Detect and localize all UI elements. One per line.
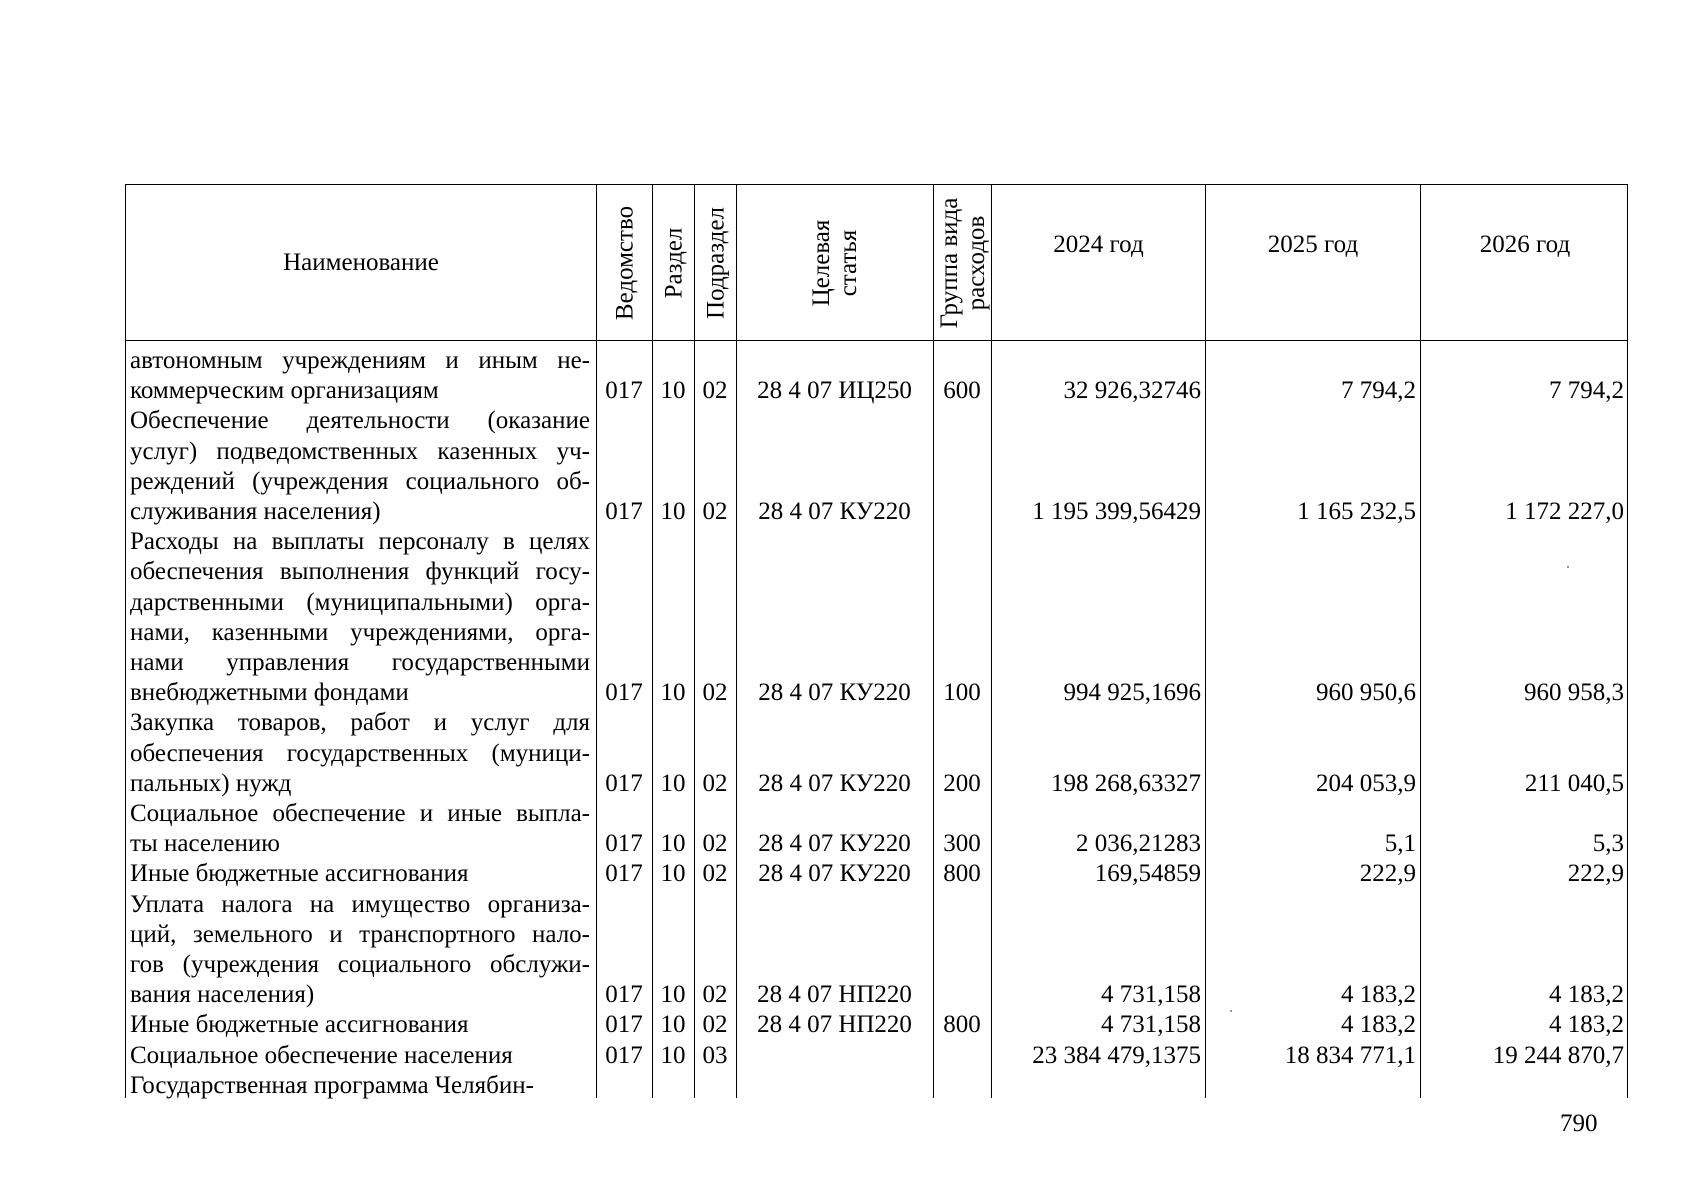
- row-name: Закупка товаров, работ и услуг для обеспечения государственных (муници- пальных) нужд: [130, 709, 590, 797]
- row-expense-group: 200: [943, 769, 981, 797]
- row-expense-group: 800: [943, 860, 981, 888]
- row-value-2026: 7 794,2: [1549, 377, 1624, 405]
- row-expense-group: [933, 1041, 991, 1071]
- row-subsection: [694, 1071, 736, 1101]
- table-row: [125, 890, 1628, 1011]
- row-value-2026: 1 172 227,0: [1505, 498, 1624, 525]
- row-expense-group: [933, 890, 991, 1011]
- row-expense-group: 300: [943, 830, 981, 858]
- row-department: 017: [605, 498, 643, 525]
- row-name: автономным учреждениям и иным не- коммерческим организациям: [130, 347, 590, 405]
- header-year-2024: 2024 год: [992, 185, 1206, 340]
- row-department: 017: [605, 1041, 643, 1069]
- row-subsection: 02: [702, 981, 728, 1009]
- row-value-2026: 4 183,2: [1549, 1011, 1624, 1039]
- table-row: [125, 527, 1628, 708]
- row-value-2026: 211 040,5: [1524, 769, 1624, 797]
- row-department: 017: [605, 860, 643, 888]
- row-target-item: [736, 1071, 933, 1101]
- row-section: 10: [660, 830, 686, 858]
- row-value-2024: 994 925,1696: [1063, 679, 1201, 707]
- header-section: Раздел: [653, 185, 695, 340]
- row-target-item: [736, 1041, 933, 1071]
- table-row: [125, 859, 1628, 889]
- row-expense-group: [933, 1071, 991, 1101]
- row-target-item: 28 4 07 КУ220: [758, 830, 911, 858]
- row-department: 017: [605, 679, 643, 707]
- row-value-2025: 1 165 232,5: [1297, 498, 1416, 525]
- table-row: [125, 1071, 1628, 1101]
- header-expense-group: Группа вида расходов: [934, 185, 992, 340]
- row-department: 017: [605, 981, 643, 1009]
- scan-speck: [1230, 1010, 1232, 1012]
- table-row: [125, 1041, 1628, 1071]
- row-value-2024: 4 731,158: [1101, 981, 1201, 1009]
- row-value-2025: 18 834 771,1: [1284, 1041, 1416, 1069]
- row-target-item: 28 4 07 КУ220: [758, 679, 911, 707]
- row-subsection: 02: [702, 769, 728, 797]
- row-target-item: 28 4 07 ИЦ250: [757, 377, 912, 405]
- row-department: 017: [605, 769, 643, 797]
- row-value-2026: 4 183,2: [1549, 981, 1624, 1009]
- row-name: Социальное обеспечение и иные выпла- ты населению: [130, 800, 590, 858]
- row-name: Иные бюджетные ассигнования: [130, 860, 469, 888]
- row-section: 10: [660, 498, 686, 525]
- row-value-2025: 960 950,6: [1316, 679, 1416, 707]
- row-department: 017: [605, 1011, 643, 1039]
- row-expense-group: 600: [943, 377, 981, 405]
- row-department: 017: [605, 377, 643, 405]
- row-name: Государственная программа Челябин-: [130, 1071, 534, 1099]
- row-section: 10: [660, 1041, 686, 1069]
- table-row: [125, 799, 1628, 859]
- row-name: Иные бюджетные ассигнования: [130, 1011, 469, 1039]
- row-section: 10: [660, 377, 686, 405]
- row-value-2024: 4 731,158: [1101, 1011, 1201, 1039]
- table-header: [125, 184, 1628, 341]
- row-value-2026: [1420, 1071, 1628, 1101]
- row-value-2025: 5,1: [1384, 830, 1416, 858]
- row-subsection: 02: [702, 498, 728, 525]
- row-value-2026: 5,3: [1592, 830, 1624, 858]
- row-target-item: 28 4 07 КУ220: [758, 769, 911, 797]
- row-value-2026: 960 958,3: [1524, 679, 1624, 707]
- row-expense-group: [933, 406, 991, 527]
- row-section: 10: [660, 769, 686, 797]
- row-value-2024: 2 036,21283: [1076, 830, 1201, 858]
- row-value-2026: 222,9: [1567, 860, 1624, 888]
- row-section: 10: [660, 1011, 686, 1039]
- row-target-item: 28 4 07 КУ220: [758, 860, 911, 888]
- table-row: [125, 708, 1628, 799]
- scan-speck: [1567, 566, 1569, 568]
- header-name: Наименование: [126, 185, 597, 340]
- row-subsection: 02: [702, 860, 728, 888]
- header-year-2026: 2026 год: [1479, 231, 1571, 258]
- row-name: Обеспечение деятельности (оказание услуг) подведомственных казенных уч- реждений (учреждения социального об- служивания населения): [130, 407, 590, 525]
- row-value-2025: 222,9: [1359, 860, 1416, 888]
- row-value-2025: 204 053,9: [1316, 769, 1416, 797]
- page-number: 790: [1560, 1110, 1598, 1137]
- row-value-2024: 1 195 399,56429: [1032, 498, 1201, 525]
- row-value-2025: [1205, 1071, 1420, 1101]
- row-expense-group: 100: [943, 679, 981, 707]
- row-value-2024: 198 268,63327: [1051, 769, 1201, 797]
- row-expense-group: 800: [943, 1011, 981, 1039]
- row-subsection: 03: [702, 1041, 728, 1069]
- row-value-2024: [991, 1071, 1205, 1101]
- row-section: [652, 1071, 694, 1101]
- table-row: [125, 346, 1628, 406]
- row-value-2025: 4 183,2: [1341, 1011, 1416, 1039]
- row-subsection: 02: [702, 830, 728, 858]
- row-target-item: 28 4 07 НП220: [757, 1011, 912, 1039]
- row-value-2024: 169,54859: [1094, 860, 1201, 888]
- header-year-2025: 2025 год: [1206, 185, 1421, 340]
- row-value-2024: 23 384 479,1375: [1032, 1041, 1201, 1069]
- row-subsection: 02: [702, 679, 728, 707]
- row-target-item: 28 4 07 КУ220: [758, 498, 911, 525]
- header-subsection: Подраздел: [695, 185, 737, 340]
- row-name: Социальное обеспечение населения: [130, 1041, 513, 1069]
- table-row: [125, 406, 1628, 527]
- row-department: [596, 1071, 652, 1101]
- header-department: Ведомство: [597, 185, 653, 340]
- row-value-2025: 7 794,2: [1341, 377, 1416, 405]
- row-value-2026: 19 244 870,7: [1492, 1041, 1624, 1069]
- row-name: Расходы на выплаты персоналу в целях обеспечения выполнения функций госу- дарственными (муниципальными) орга- нами, казенными учреждениями, орга- нами управления государственными внебюджетными фондами: [130, 528, 590, 707]
- row-section: 10: [660, 981, 686, 1009]
- row-value-2024: 32 926,32746: [1063, 377, 1201, 405]
- row-value-2025: 4 183,2: [1341, 981, 1416, 1009]
- row-target-item: 28 4 07 НП220: [757, 981, 912, 1009]
- row-section: 10: [660, 679, 686, 707]
- row-subsection: 02: [702, 1011, 728, 1039]
- row-subsection: 02: [702, 377, 728, 405]
- row-department: 017: [605, 830, 643, 858]
- row-section: 10: [660, 860, 686, 888]
- header-target-item: Целевая статья: [737, 185, 934, 340]
- table-row: [125, 1010, 1628, 1040]
- row-name: Уплата налога на имущество организа- ций, земельного и транспортного нало- гов (учреждения социального обслужи- вания населения): [130, 890, 590, 1009]
